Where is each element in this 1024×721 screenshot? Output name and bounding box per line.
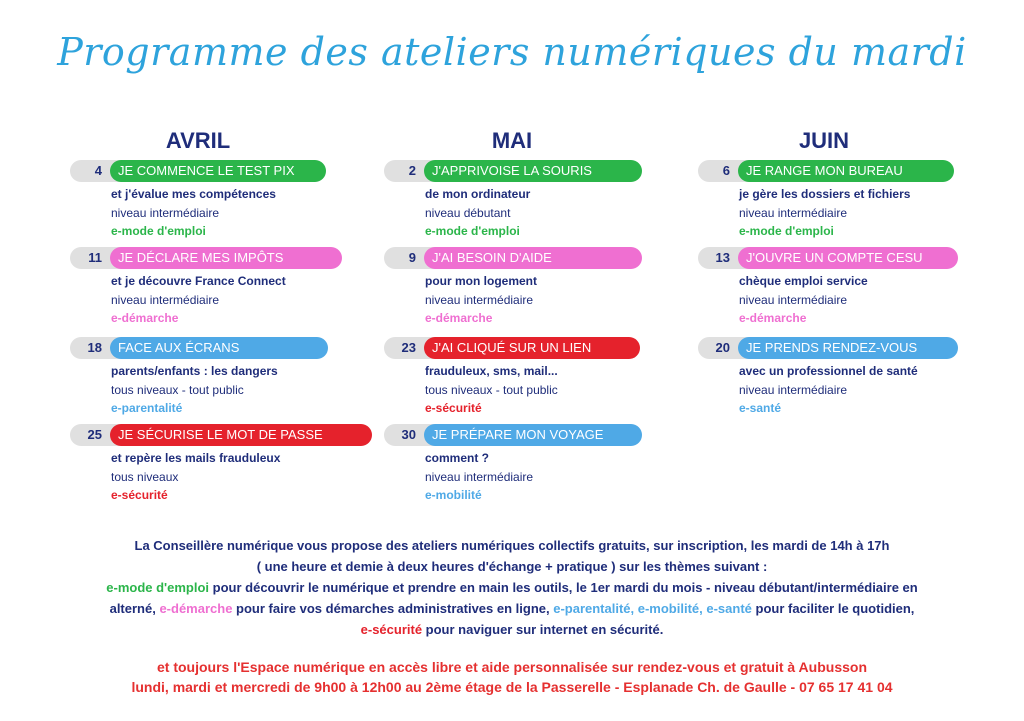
workshop-title: JE SÉCURISE LE MOT DE PASSE <box>110 424 372 446</box>
workshop-day: 18 <box>87 340 102 355</box>
workshop-category: e-mode d'emploi <box>111 224 206 238</box>
category-demarche: e-démarche <box>159 601 233 616</box>
info-line-2: ( une heure et demie à deux heures d'échange + pratique ) sur les thèmes suivant : <box>256 559 768 574</box>
workshop-level: niveau intermédiaire <box>111 292 220 307</box>
info-line-5: e-sécurité pour naviguer sur internet en sécurité. <box>360 622 664 637</box>
workshop-level: tous niveaux - tout public <box>111 382 244 397</box>
month-heading-juin: JUIN <box>798 128 850 153</box>
workshop-title: J'OUVRE UN COMPTE CESU <box>738 247 958 269</box>
month-heading-avril: AVRIL <box>165 128 231 153</box>
workshop-header <box>384 337 644 359</box>
workshop-title: JE PRENDS RENDEZ-VOUS <box>738 337 958 359</box>
workshop-header <box>70 160 330 182</box>
workshop-level: niveau intermédiaire <box>739 382 848 397</box>
footer-line-1: et toujours l'Espace numérique en accès libre et aide personnalisée sur rendez-vous et gratuit à Aubusson <box>156 659 867 675</box>
workshop-title: FACE AUX ÉCRANS <box>110 337 328 359</box>
info-line-1: La Conseillère numérique vous propose des ateliers numériques collectifs gratuits, sur inscription, les mardi de 14h à 17h <box>134 538 890 553</box>
workshop-day: 25 <box>87 427 102 442</box>
workshop-day: 4 <box>94 163 102 178</box>
workshop-category: e-santé <box>739 401 782 415</box>
workshop-subtitle: je gère les dossiers et fichiers <box>739 187 911 201</box>
workshop-category: e-mobilité <box>425 488 482 502</box>
workshop-juin-13 <box>698 247 958 328</box>
workshop-category: e-démarche <box>739 311 807 325</box>
workshop-header <box>698 160 958 182</box>
workshop-subtitle: frauduleux, sms, mail... <box>425 364 558 378</box>
workshop-level: tous niveaux - tout public <box>425 382 558 397</box>
workshop-day: 9 <box>408 250 416 265</box>
workshop-category: e-sécurité <box>425 401 482 415</box>
workshop-header <box>698 247 958 269</box>
category-securite: e-sécurité <box>360 622 423 637</box>
workshop-subtitle: et j'évalue mes compétences <box>111 187 276 201</box>
workshop-level: niveau intermédiaire <box>425 292 534 307</box>
workshop-juin-20 <box>698 337 958 418</box>
workshop-subtitle: de mon ordinateur <box>425 187 531 201</box>
workshop-category: e-démarche <box>111 311 179 325</box>
workshop-day: 20 <box>715 340 730 355</box>
workshop-level: niveau intermédiaire <box>111 205 220 220</box>
workshop-header <box>70 337 330 359</box>
workshop-subtitle: comment ? <box>425 451 490 465</box>
workshop-category: e-mode d'emploi <box>739 224 834 238</box>
workshop-subtitle: avec un professionnel de santé <box>739 364 918 378</box>
workshop-avril-18 <box>70 337 330 418</box>
workshop-day: 11 <box>88 250 102 265</box>
workshop-subtitle: et repère les mails frauduleux <box>111 451 281 465</box>
workshop-level: niveau intermédiaire <box>739 205 848 220</box>
workshop-title: JE RANGE MON BUREAU <box>738 160 954 182</box>
workshop-subtitle: et je découvre France Connect <box>111 274 286 288</box>
workshop-title: JE PRÉPARE MON VOYAGE <box>424 424 642 446</box>
workshop-title: J'AI CLIQUÉ SUR UN LIEN <box>424 337 640 359</box>
workshop-day: 6 <box>722 163 730 178</box>
workshop-level: niveau intermédiaire <box>739 292 848 307</box>
workshop-header <box>384 247 644 269</box>
footer-line-2: lundi, mardi et mercredi de 9h00 à 12h00 au 2ème étage de la Passerelle - Esplanade Ch. de Gaulle - 07 65 17 41 04 <box>131 679 893 695</box>
workshop-title: J'APPRIVOISE LA SOURIS <box>424 160 642 182</box>
workshop-category: e-sécurité <box>111 488 168 502</box>
workshop-title: J'AI BESOIN D'AIDE <box>424 247 642 269</box>
workshop-title: JE DÉCLARE MES IMPÔTS <box>110 247 342 269</box>
workshop-header <box>698 337 958 359</box>
workshop-day: 2 <box>408 163 416 178</box>
workshop-mai-2 <box>384 160 644 241</box>
page-title: Programme des ateliers numériques du mardi <box>57 30 967 74</box>
workshop-subtitle: pour mon logement <box>425 274 537 288</box>
workshop-day: 23 <box>401 340 416 355</box>
workshop-header <box>70 247 330 269</box>
category-parentalite-mobilite-sante: e-parentalité, e-mobilité, e-santé <box>553 601 752 616</box>
workshop-level: niveau intermédiaire <box>425 469 534 484</box>
workshop-header <box>384 424 644 446</box>
info-line-3: e-mode d'emploi pour découvrir le numérique et prendre en main les outils, le 1er mardi du mois - niveau débutant/intermédiaire en <box>106 580 918 595</box>
workshop-mai-30 <box>384 424 644 505</box>
month-heading-mai: MAI <box>491 128 533 153</box>
workshop-juin-6 <box>698 160 958 241</box>
workshop-subtitle: chèque emploi service <box>739 274 868 288</box>
workshop-header <box>70 424 330 446</box>
workshop-avril-11 <box>70 247 330 328</box>
workshop-category: e-mode d'emploi <box>425 224 520 238</box>
footer-notice <box>0 657 1024 697</box>
info-paragraph <box>0 535 1024 640</box>
category-mode-emploi: e-mode d'emploi <box>106 580 210 595</box>
workshop-level: niveau débutant <box>425 205 511 220</box>
workshop-day: 13 <box>715 250 730 265</box>
workshop-avril-25 <box>70 424 330 505</box>
workshop-header <box>384 160 644 182</box>
workshop-mai-23 <box>384 337 644 418</box>
workshop-category: e-démarche <box>425 311 493 325</box>
workshop-title: JE COMMENCE LE TEST PIX <box>110 160 326 182</box>
workshop-day: 30 <box>401 427 416 442</box>
workshop-category: e-parentalité <box>111 401 183 415</box>
workshop-subtitle: parents/enfants : les dangers <box>111 364 278 378</box>
workshop-avril-4 <box>70 160 330 241</box>
workshop-level: tous niveaux <box>111 469 179 484</box>
workshop-mai-9 <box>384 247 644 328</box>
info-line-4: alterné, e-démarche pour faire vos démarches administratives en ligne, e-parentalité, e-mobilité, e-santé pour faciliter le quotidien, <box>109 601 915 616</box>
